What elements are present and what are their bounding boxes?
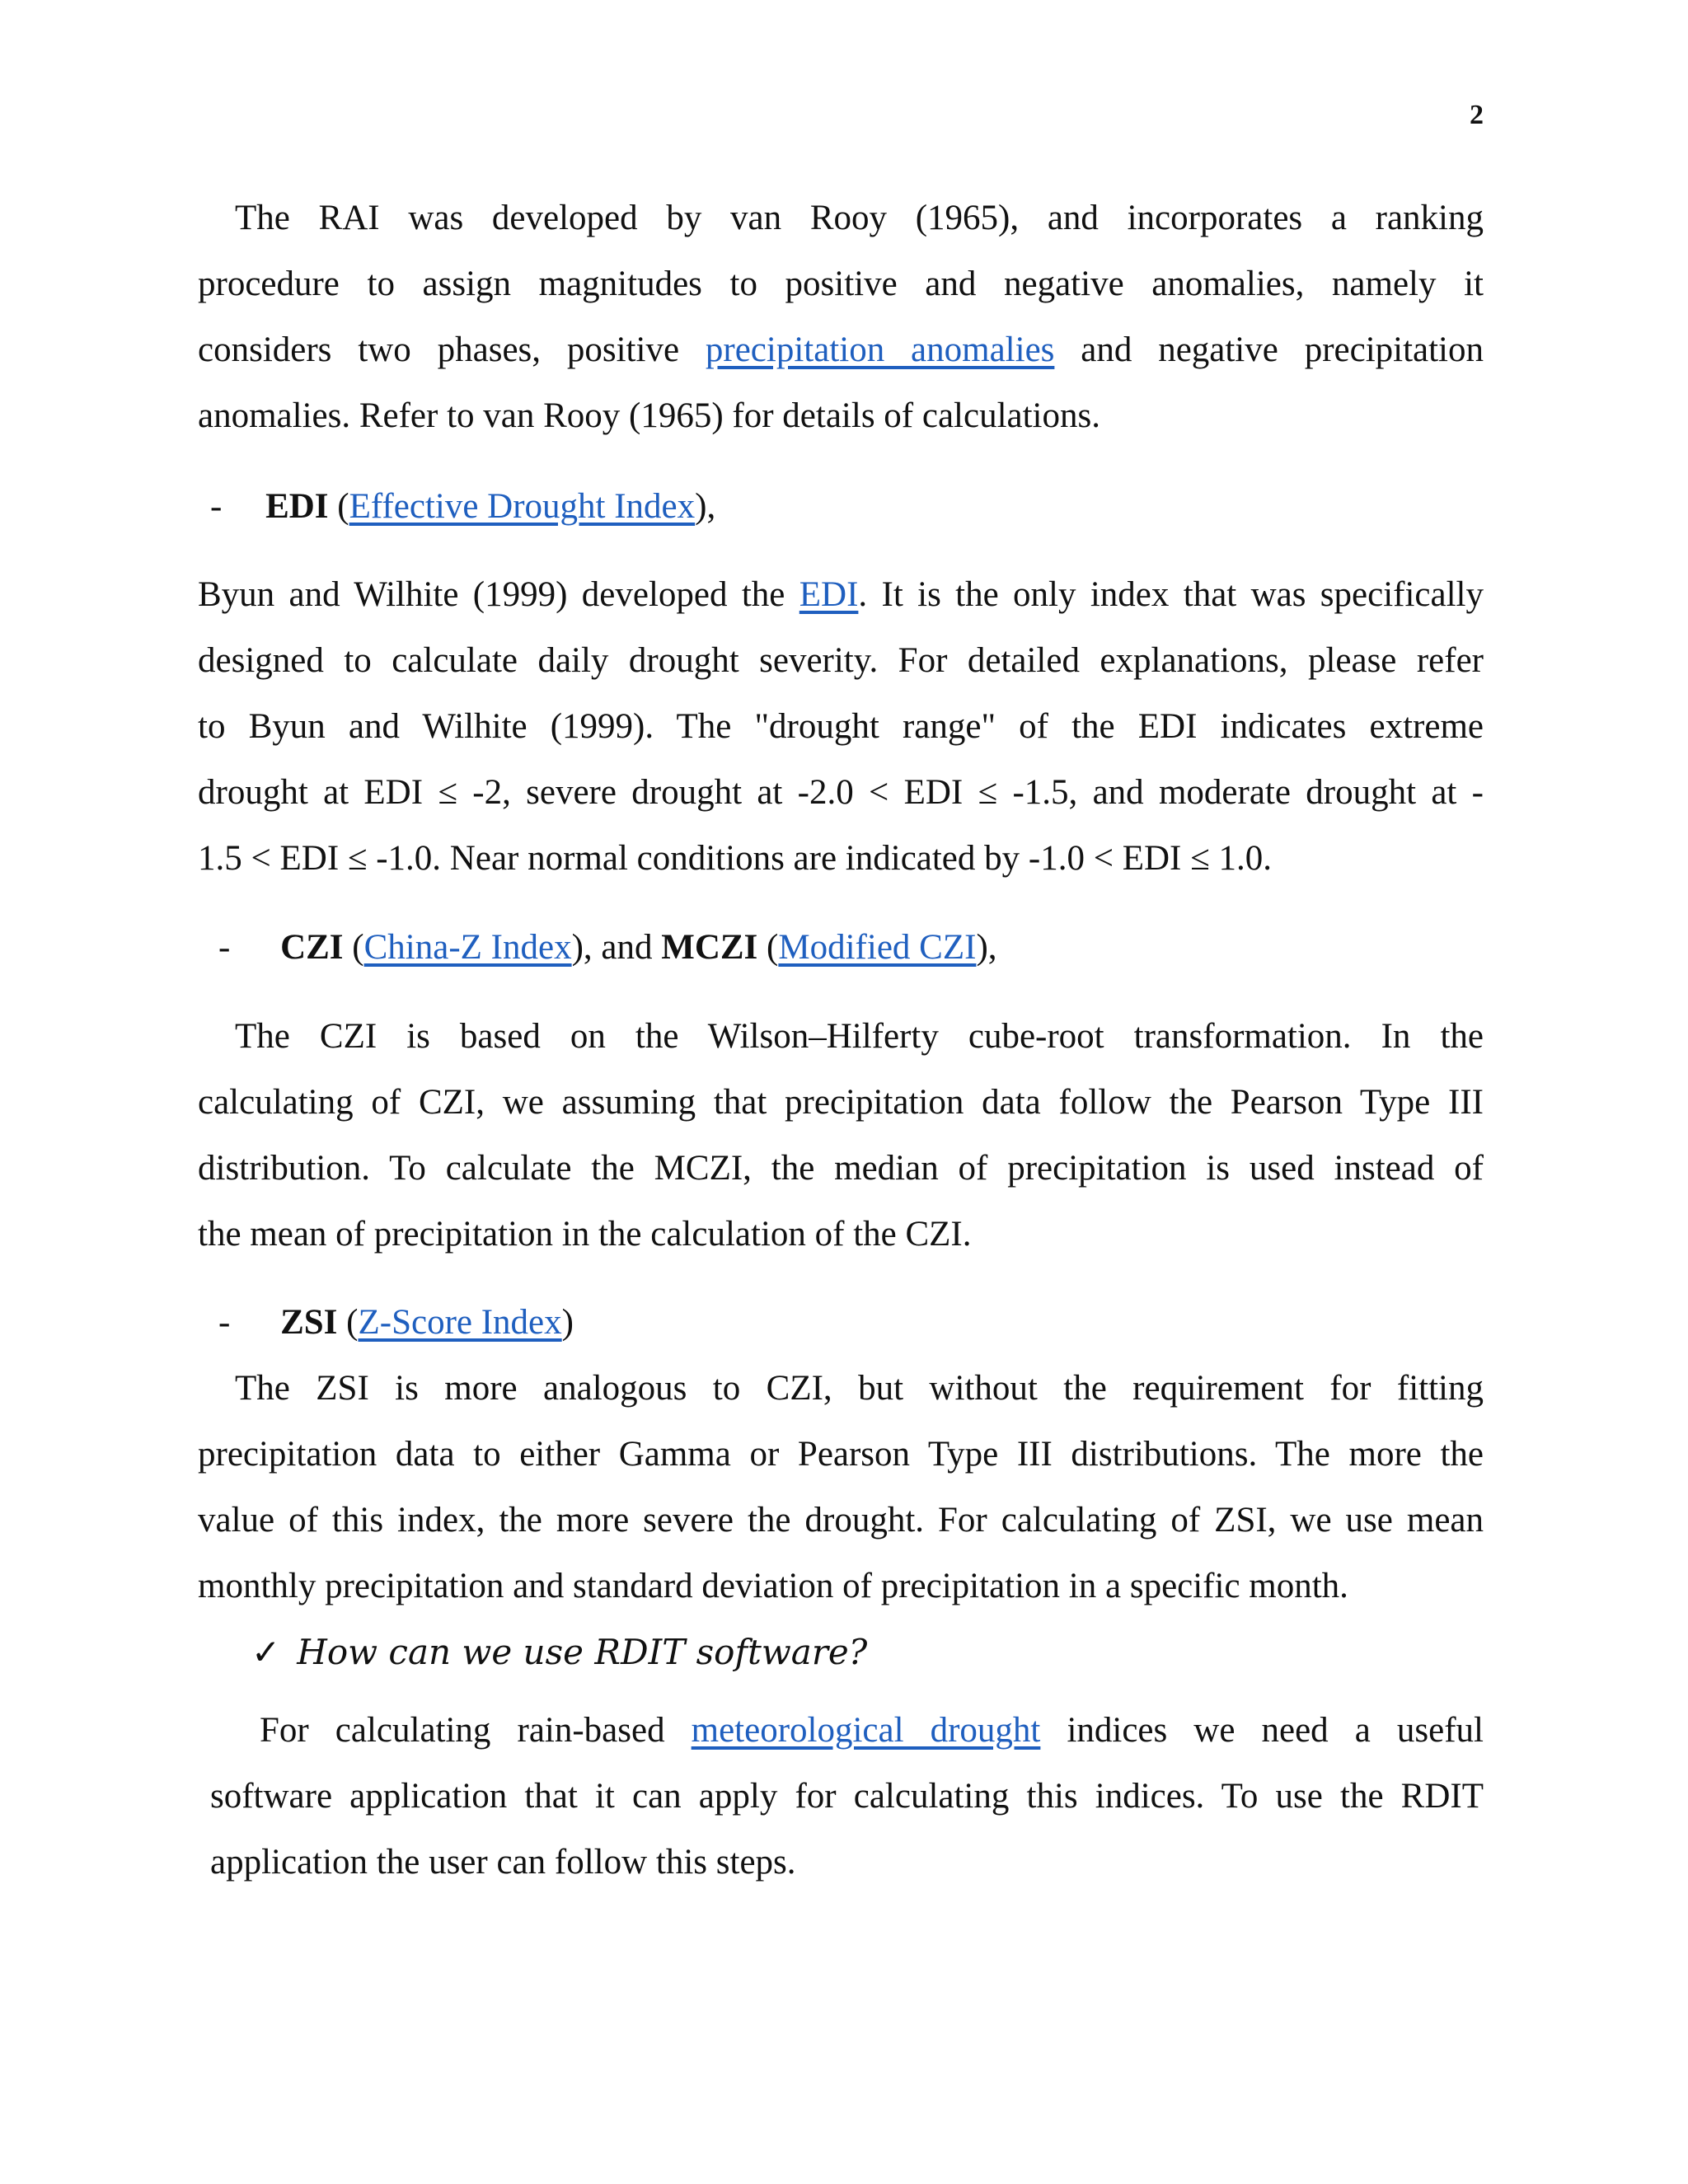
rai-line-4: anomalies. Refer to van Rooy (1965) for details of calculations. — [198, 396, 1100, 435]
mczi-open-paren: ( — [757, 928, 779, 967]
czi-abbr: CZI — [280, 928, 344, 967]
zsi-line-3: value of this index, the more severe the drought. For calculating of ZSI, we use mean — [198, 1501, 1484, 1540]
paragraph-how — [210, 1698, 1484, 1896]
link-precipitation-anomalies[interactable]: precipitation anomalies — [705, 330, 1055, 369]
czi-line-4: the mean of precipitation in the calculation of the CZI. — [198, 1215, 972, 1254]
rai-line-3-text-a: considers two phases, positive — [198, 330, 706, 369]
edi-line-5: 1.5 < EDI ≤ -1.0. Near normal conditions are indicated by -1.0 < EDI ≤ 1.0. — [198, 839, 1272, 878]
czi-line-2: calculating of CZI, we assuming that precipitation data follow the Pearson Type III — [198, 1083, 1484, 1122]
edi-line-2: designed to calculate daily drought severity. For detailed explanations, please refer — [198, 641, 1484, 680]
paragraph-rai — [198, 185, 1484, 449]
how-line-1-text-a: For calculating rain-based — [260, 1711, 692, 1750]
how-heading-text: How can we use RDIT software? — [297, 1632, 868, 1672]
page-number: 2 — [1470, 100, 1484, 130]
rai-line-1: The RAI was developed by van Rooy (1965), and incorporates a ranking — [235, 199, 1484, 237]
rai-line-3-text-b: and negative precipitation — [1054, 330, 1484, 369]
czi-dash: - — [218, 928, 231, 967]
mczi-close-paren: ), — [976, 928, 997, 967]
how-heading — [251, 1628, 867, 1677]
czi-heading — [218, 915, 1455, 981]
paragraph-czi — [198, 1004, 1484, 1268]
how-line-1 — [210, 1698, 1484, 1764]
how-line-3: application the user can follow this steps. — [210, 1843, 796, 1882]
edi-abbr: EDI — [265, 487, 329, 526]
link-meteorological-drought[interactable]: meteorological drought — [691, 1711, 1041, 1750]
edi-line-1 — [198, 562, 1484, 628]
link-z-score-index[interactable]: Z-Score Index — [358, 1303, 562, 1342]
zsi-close-paren: ) — [561, 1303, 574, 1342]
paragraph-edi — [198, 562, 1484, 892]
zsi-dash: - — [218, 1303, 231, 1342]
czi-mid-text: ), and — [571, 928, 662, 967]
edi-line-4: drought at EDI ≤ -2, severe drought at -2.0 < EDI ≤ -1.5, and moderate drought at - — [198, 773, 1484, 812]
link-china-z-index[interactable]: China-Z Index — [363, 928, 572, 967]
edi-line-3: to Byun and Wilhite (1999). The "drought range" of the EDI indicates extreme — [198, 707, 1484, 746]
how-line-2: software application that it can apply for calculating this indices. To use the RDIT — [210, 1777, 1484, 1816]
edi-open-paren: ( — [328, 487, 349, 526]
link-effective-drought-index[interactable]: Effective Drought Index — [349, 487, 696, 526]
checkmark-icon: ✓ — [251, 1632, 281, 1672]
link-edi[interactable]: EDI — [799, 575, 859, 614]
edi-dash: - — [210, 487, 223, 526]
how-line-1-text-b: indices we need a useful — [1040, 1711, 1484, 1750]
link-modified-czi[interactable]: Modified CZI — [778, 928, 977, 967]
czi-line-3: distribution. To calculate the MCZI, the median of precipitation is used instead of — [198, 1149, 1484, 1188]
paragraph-zsi — [198, 1356, 1484, 1619]
zsi-line-4: monthly precipitation and standard deviation of precipitation in a specific month. — [198, 1567, 1348, 1605]
rai-line-3 — [198, 317, 1484, 383]
rai-line-2: procedure to assign magnitudes to positive and negative anomalies, namely it — [198, 265, 1484, 303]
edi-close-paren: ), — [695, 487, 716, 526]
zsi-open-paren: ( — [337, 1303, 359, 1342]
czi-open-paren: ( — [343, 928, 364, 967]
edi-line-1-text-b: . It is the only index that was specifically — [858, 575, 1484, 614]
edi-line-1-text-a: Byun and Wilhite (1999) developed the — [198, 575, 799, 614]
edi-heading — [210, 474, 1447, 540]
zsi-line-1: The ZSI is more analogous to CZI, but without the requirement for fitting — [235, 1369, 1484, 1408]
mczi-abbr: MCZI — [661, 928, 758, 967]
zsi-abbr: ZSI — [280, 1303, 338, 1342]
zsi-heading — [218, 1290, 1455, 1356]
zsi-line-2: precipitation data to either Gamma or Pearson Type III distributions. The more the — [198, 1435, 1484, 1474]
czi-line-1: The CZI is based on the Wilson–Hilferty cube-root transformation. In the — [235, 1017, 1484, 1056]
